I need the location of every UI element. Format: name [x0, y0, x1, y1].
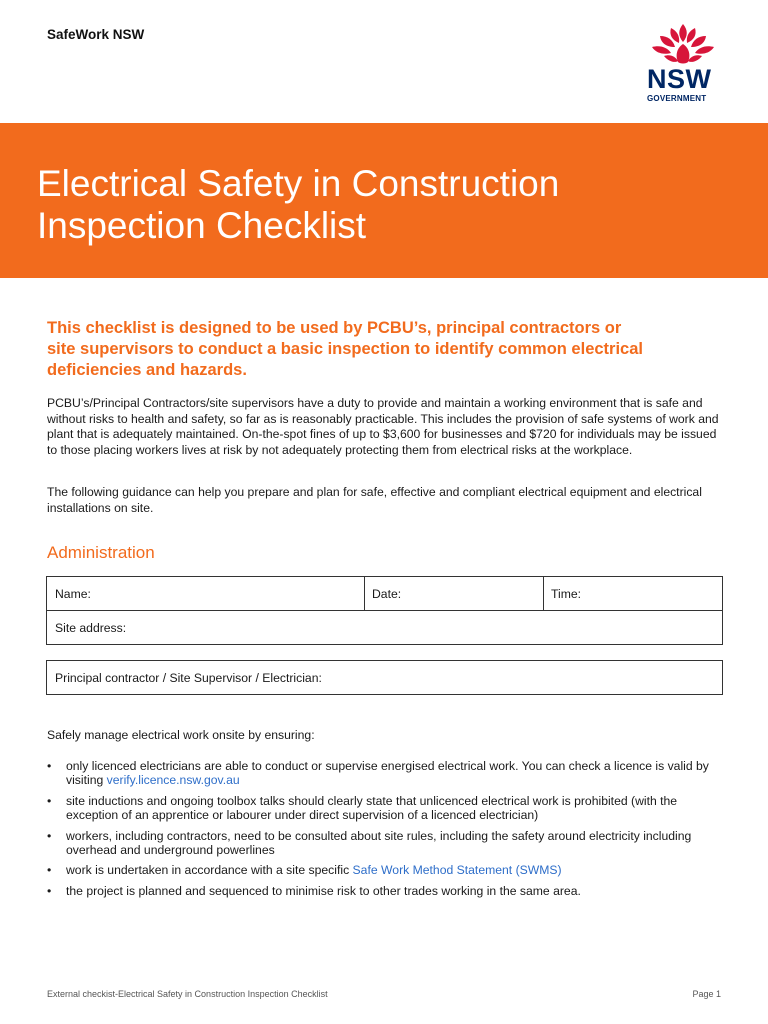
page-title-line-1: Electrical Safety in Construction: [37, 163, 560, 204]
waratah-icon: [644, 22, 722, 68]
list-item-text: site inductions and ongoing toolbox talks should clearly state that unlicenced electrical work is prohibited (with the exception of an apprentice or labourer under direct supervision of a licenced electrician): [66, 793, 678, 822]
list-item: [47, 884, 727, 898]
date-field[interactable]: Date:: [372, 587, 402, 601]
guidance-lead: Safely manage electrical work onsite by ensuring:: [47, 728, 315, 742]
list-item-text: work is undertaken in accordance with a site specific: [66, 863, 353, 878]
contractor-field[interactable]: Principal contractor / Site Supervisor / Electrician:: [55, 671, 322, 685]
logo-subtitle: GOVERNMENT: [647, 94, 707, 103]
time-field[interactable]: Time:: [551, 587, 582, 601]
footer-page-number: Page 1: [692, 989, 721, 999]
list-item-text: workers, including contractors, need to be consulted about site rules, including the safety around electricity including overhead and underground powerlines: [66, 828, 692, 857]
logo-wordmark: NSW: [647, 64, 712, 94]
list-item: [47, 863, 727, 877]
intro-statement: [47, 318, 727, 381]
page-title: [37, 163, 737, 247]
title-banner: [0, 123, 768, 278]
intro-line-3: deficiencies and hazards.: [47, 361, 247, 379]
bullet-marker: •: [47, 828, 52, 843]
bullet-marker: •: [47, 759, 52, 773]
list-item-text: only licenced electricians are able to conduct or supervise energised electrical work. You can check a licence is valid by visiting: [66, 759, 709, 788]
administration-table: [46, 576, 723, 645]
guidance-paragraph: The following guidance can help you prepare and plan for safe, effective and compliant electrical equipment and electrical installations on site.: [47, 485, 702, 515]
list-item: [47, 759, 727, 787]
name-field[interactable]: Name:: [55, 587, 91, 601]
intro-line-1: This checklist is designed to be used by PCBU’s, principal contractors or: [47, 319, 622, 337]
bullet-marker: •: [47, 793, 52, 808]
list-item: [47, 829, 727, 857]
footer-document-title: External checkist-Electrical Safety in Construction Inspection Checklist: [47, 989, 328, 999]
bullet-marker: •: [47, 863, 52, 878]
list-item-text: the project is planned and sequenced to minimise risk to other trades working in the same area.: [66, 883, 581, 898]
site-address-field[interactable]: Site address:: [55, 621, 127, 635]
contractor-table: [46, 660, 723, 695]
guidance-list: [47, 759, 727, 905]
agency-name: SafeWork NSW: [47, 27, 145, 42]
duty-paragraph: PCBU’s/Principal Contractors/site supervisors have a duty to provide and maintain a working environment that is safe and without risks to health and safety, so far as is reasonably practicable. This includes the provision of safe systems of work and plant that is adequately maintained. On-the-spot fines of up to $3,600 for businesses and $720 for individuals may be issued to those placing workers lives at risk by not adequately protecting them from electrical risks at the workplace.: [47, 396, 719, 457]
licence-check-link[interactable]: verify.licence.nsw.gov.au: [106, 773, 240, 788]
nsw-government-logo: [644, 22, 722, 104]
swms-link[interactable]: Safe Work Method Statement (SWMS): [352, 863, 562, 878]
bullet-marker: •: [47, 883, 52, 898]
intro-line-2: site supervisors to conduct a basic inspection to identify common electrical: [47, 340, 643, 358]
list-item: [47, 794, 727, 822]
administration-heading: Administration: [47, 543, 155, 562]
page-title-line-2: Inspection Checklist: [37, 205, 367, 246]
